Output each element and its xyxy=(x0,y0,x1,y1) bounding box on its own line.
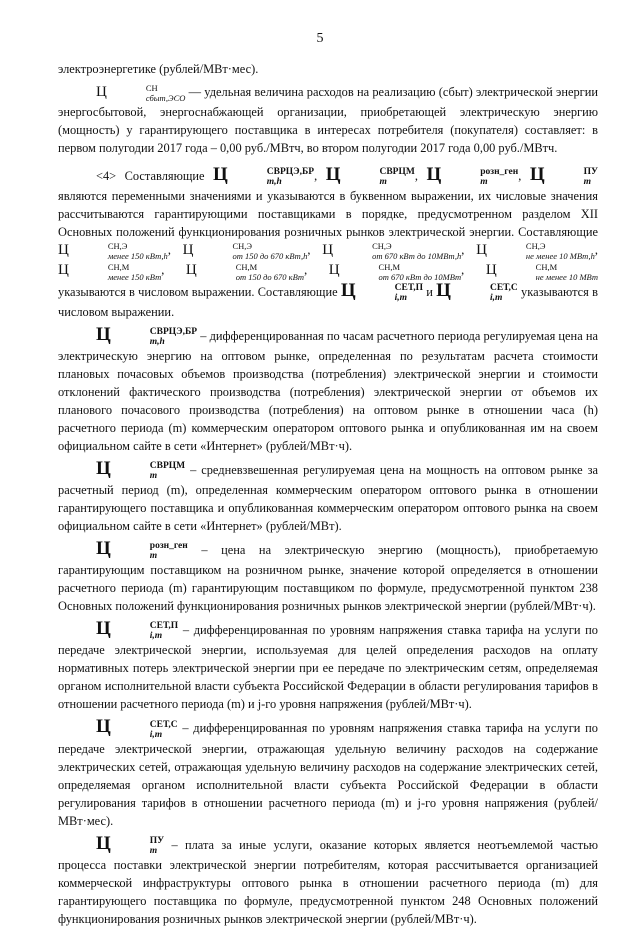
symbol-c-set-s xyxy=(96,716,178,740)
symbol-superscript: СН,Э xyxy=(232,241,253,252)
paragraph-text: электроэнергетике (рублей/МВт·мес). xyxy=(58,62,259,76)
symbol-letter: Ц xyxy=(58,262,69,279)
symbol-c-sne-670-10 xyxy=(322,241,462,262)
symbol-letter: Ц xyxy=(96,716,111,738)
symbol-c-snm-less-150 xyxy=(58,261,162,282)
symbol-subscript: m xyxy=(149,471,158,482)
symbol-c-sne-150-670 xyxy=(182,241,311,262)
symbol-letter: Ц xyxy=(182,242,194,259)
symbol-subscript: i,m xyxy=(394,292,408,303)
symbol-superscript: ПУ xyxy=(583,167,598,178)
symbol-letter: Ц xyxy=(213,164,228,186)
paragraph-pu xyxy=(58,832,598,928)
separator-comma: , xyxy=(314,169,318,184)
symbol-superscript: СН,М xyxy=(378,261,401,272)
paragraph-text: являются переменными значениями и указываются в буквенном выражении, их числовые значения рассчитываются гарантирующими поставщиками в порядке, предусмотренном разделом XII Основных положений функционирования розничных рынков электрической энергии. Составляющие xyxy=(58,189,598,240)
symbol-c-rozn-gen xyxy=(426,164,519,188)
symbol-letter: Ц xyxy=(58,242,69,259)
paragraph-set-s xyxy=(58,718,598,829)
paragraph-rozn-gen xyxy=(58,540,598,615)
page-number: 5 xyxy=(316,31,324,46)
symbol-superscript: СЕТ,С xyxy=(489,282,518,293)
symbol-subscript: m xyxy=(379,177,387,188)
document-body xyxy=(58,60,598,928)
paragraph-text: <4> Составляющие xyxy=(96,169,205,184)
symbol-superscript: СН,Э xyxy=(107,241,128,252)
symbol-c-set-p xyxy=(96,618,179,642)
symbol-c-sne-less-150 xyxy=(58,241,168,262)
symbol-c-svrcm xyxy=(325,164,415,188)
symbol-subscript: от 670 кВт до 10МВт xyxy=(378,271,462,282)
symbol-subscript: m xyxy=(149,845,158,856)
separator-comma: , xyxy=(594,243,598,258)
paragraph-text: – дифференцированная по часам расчетного периода регулируемая цена на электрическую энергию на оптовом рынке, определенная по результатам расчета стоимости плановых почасовых объемов производства (потребления) электрической энергии и стоимости отклонений фактического производства (потребления) электрической энергии от объемов их планового почасового производства (потребления) на оптовом рынке в отношении часа (h) расчетного периода (m) коммерческим оператором оптового рынка и опубликованная им на своем официальном сайте в сети «Интернет» (рублей/МВт·ч). xyxy=(58,328,598,453)
symbol-superscript: СЕТ,П xyxy=(394,282,423,293)
symbol-superscript: СН,М xyxy=(107,261,130,272)
separator-comma: , xyxy=(161,263,165,278)
separator-comma: , xyxy=(414,169,418,184)
symbol-letter: Ц xyxy=(96,832,111,854)
symbol-superscript: СВРЦМ xyxy=(149,461,186,472)
paragraph-text: – средневзвешенная регулируемая цена на мощность на оптовом рынке за расчетный период (m), определенная коммерческим оператором оптового рынка в отношении гарантирующего поставщика и опубликованная коммерческим оператором оптового рынка на своем официальном сайте в сети «Интернет» (рублей/МВт). xyxy=(58,462,598,534)
symbol-c-rozn-gen xyxy=(96,538,188,562)
paragraph-text: указываются в числовом выражении. xyxy=(58,284,598,319)
symbol-letter: Ц xyxy=(328,262,340,279)
paragraph-intro xyxy=(58,60,598,78)
symbol-superscript: розн_ген xyxy=(149,541,188,552)
symbol-superscript: СЕТ,П xyxy=(149,621,179,632)
symbol-subscript: i,m xyxy=(149,729,163,740)
paragraph-svrcm xyxy=(58,457,598,535)
symbol-letter: Ц xyxy=(96,618,111,640)
symbol-c-sne-not-less-10 xyxy=(476,241,595,262)
paragraph-note-4 xyxy=(58,166,598,321)
symbol-letter: Ц xyxy=(322,242,334,259)
separator-comma: , xyxy=(461,263,465,278)
separator-comma: , xyxy=(304,263,308,278)
symbol-subscript: менее 150 кВт xyxy=(107,271,162,282)
symbol-letter: Ц xyxy=(340,279,356,301)
paragraph-text: указываются в числовом выражении. Составляющие xyxy=(58,284,338,299)
symbol-superscript: розн_ген xyxy=(480,167,519,178)
symbol-superscript: СВРЦЭ,БР xyxy=(149,326,198,337)
symbol-subscript: i,m xyxy=(489,292,503,303)
symbol-letter: Ц xyxy=(96,538,111,560)
symbol-superscript: СВРЦЭ,БР xyxy=(266,167,315,178)
symbol-letter: Ц xyxy=(529,164,545,186)
symbol-superscript: СН,Э xyxy=(372,241,392,252)
symbol-letter: Ц xyxy=(436,279,451,301)
symbol-c-svrcz-br xyxy=(96,323,198,347)
symbol-letter: Ц xyxy=(185,262,197,279)
symbol-letter: Ц xyxy=(96,457,111,479)
paragraph-text: – цена на электрическую энергию (мощность), приобретаемую гарантирующим поставщиком на розничном рынке, значение которой определяется в отношении расчетного периода (m) гарантирующим поставщиком по формуле, предусмотренной пунктом 238 Основных положений функционирования розничных рынков электрической энергии (рублей/МВт·ч). xyxy=(58,543,598,614)
symbol-subscript: m xyxy=(149,551,158,562)
separator-comma: , xyxy=(518,169,522,184)
symbol-letter: Ц xyxy=(426,164,442,186)
separator-comma: , xyxy=(307,243,311,258)
symbol-letter: Ц xyxy=(96,84,107,100)
symbol-c-pu xyxy=(529,164,598,188)
symbol-superscript: ПУ xyxy=(149,835,165,846)
symbol-subscript: не менее 10 МВт,h xyxy=(525,251,595,262)
symbol-subscript: i,m xyxy=(149,631,163,642)
symbol-subscript: от 150 до 670 кВт,h xyxy=(232,251,308,262)
paragraph-text: – плата за иные услуги, оказание которых является неотъемлемой частью процесса поставки электрической энергии потребителям, которая рассчитывается организацией коммерческой инфраструктуры оптового рынка в отношении расчетного периода (m) для гарантирующего поставщика по формуле, предусмотренной пунктом 248 Основных положений функционирования розничных рынков электрической энергии (рублей/МВт·ч). xyxy=(58,837,598,926)
symbol-c-svrcz-br xyxy=(213,164,315,188)
separator-comma: , xyxy=(167,243,171,258)
symbol-letter: Ц xyxy=(476,242,487,259)
symbol-subscript: менее 150 кВт,h xyxy=(107,251,168,262)
paragraph-text: – дифференцированная по уровням напряжения ставка тарифа на услуги по передаче электрической энергии, отражающая удельную величину расходов на содержание электрических сетей, отражающая удельную величину расходов на содержание электрических сетей, определяемая органом исполнительной власти субъекта Российской Федерации в области регулирования тарифов в отношении расчетного периода (m) и j-го уровня напряжения (рублей/МВт·мес). xyxy=(58,721,598,828)
paragraph-set-p xyxy=(58,620,598,713)
symbol-subscript: m xyxy=(480,177,488,188)
symbol-c-pu xyxy=(96,832,165,856)
symbol-superscript: СЕТ,С xyxy=(149,719,178,730)
symbol-subscript: сбыт,ЭСО xyxy=(145,93,186,104)
symbol-c-sn-sbyt-eso xyxy=(96,83,186,104)
paragraph-svrcz-br xyxy=(58,323,598,455)
paragraph-text: – дифференцированная по уровням напряжения ставка тарифа на услуги по передаче электрической энергии, используемая для целей определения расходов на оплату нормативных потерь электрической энергии при ее передаче по электрическим сетям, определяемая органом исполнительной власти субъекта Российской Федерации в области регулирования тарифов в отношении расчетного периода (m) и j-го уровня напряжения (рублей/МВт·ч). xyxy=(58,623,598,712)
symbol-c-snm-not-less-10 xyxy=(485,261,598,282)
symbol-subscript: от 150 до 670 кВт xyxy=(235,271,305,282)
symbol-superscript: СН,Э xyxy=(525,241,546,252)
symbol-subscript: m,h xyxy=(149,336,165,347)
symbol-letter: Ц xyxy=(96,323,111,345)
symbol-c-svrcm xyxy=(96,457,186,482)
symbol-superscript: СН,М xyxy=(535,261,558,272)
symbol-letter: Ц xyxy=(485,262,497,279)
symbol-c-set-p xyxy=(340,279,423,303)
conjunction-and: и xyxy=(426,284,433,299)
symbol-subscript: m,h xyxy=(266,177,282,188)
paragraph-sales-cost xyxy=(58,83,598,157)
symbol-c-set-s xyxy=(436,279,518,303)
separator-comma: , xyxy=(461,243,465,258)
symbol-letter: Ц xyxy=(325,164,341,186)
symbol-subscript: от 670 кВт до 10МВт,h xyxy=(372,251,462,262)
symbol-c-snm-150-670 xyxy=(185,261,305,282)
symbol-c-snm-670-10 xyxy=(328,261,462,282)
symbol-superscript: СВРЦМ xyxy=(379,167,415,178)
symbol-superscript: СН xyxy=(145,83,158,94)
symbol-subscript: не менее 10 МВт xyxy=(535,271,598,282)
symbol-superscript: СН,М xyxy=(235,261,258,272)
symbol-subscript: m xyxy=(583,177,591,188)
paragraph-text: — удельная величина расходов на реализацию (сбыт) электрической энергии энергосбытовой, энергоснабжающей организации, приобретающей электрическую энергию (мощность) у гарантирующего поставщика в интересах потребителя (покупателя) составляет: в первом полугодии 2017 года – 0,00 руб./МВтч, во втором полугодии 2017 года 0,00 руб./МВтч. xyxy=(58,85,599,156)
